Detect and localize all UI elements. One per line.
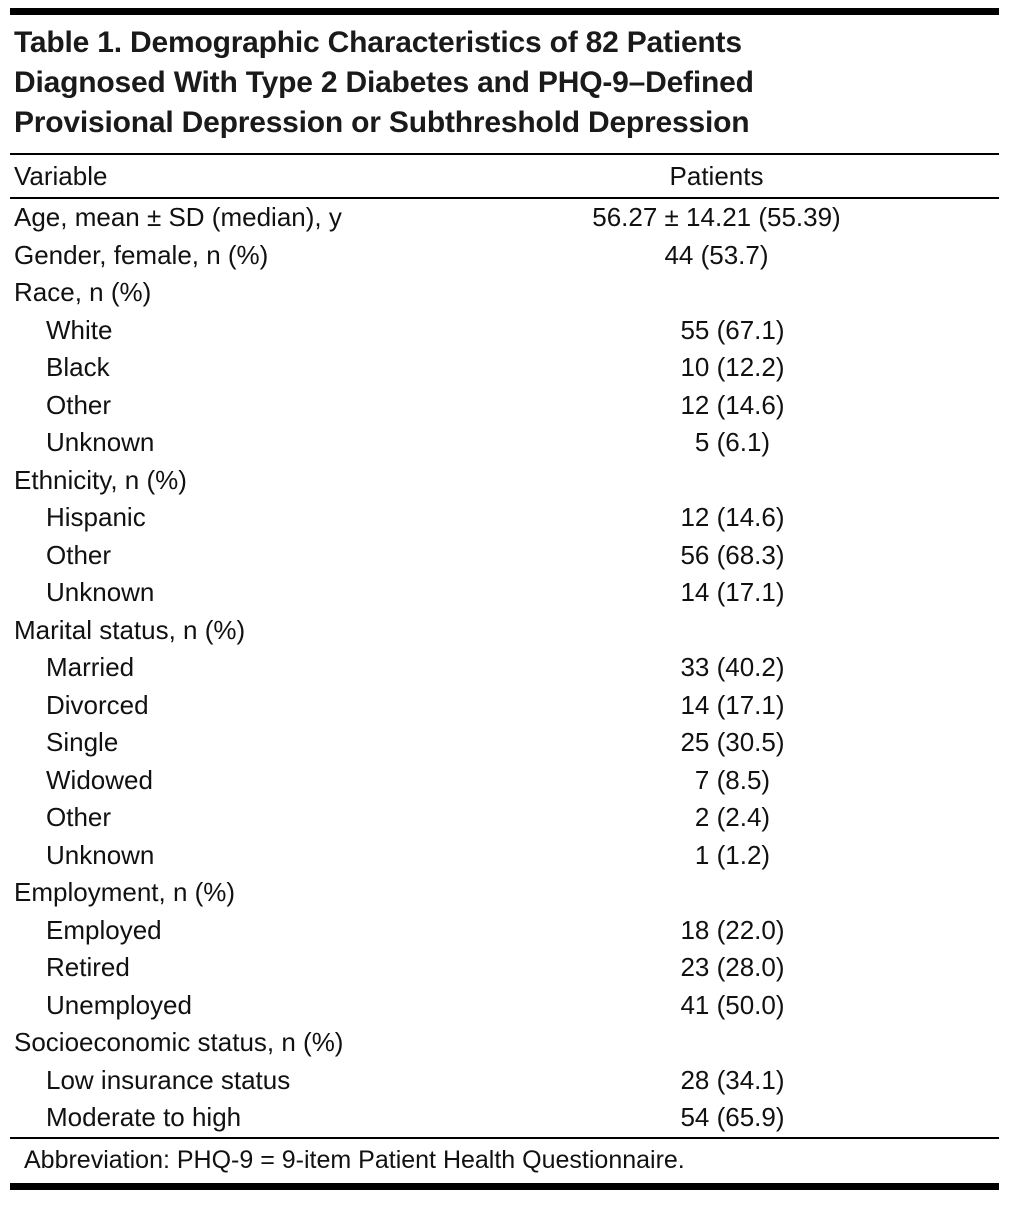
bottom-rule [10, 1183, 999, 1190]
row-label: Ethnicity, n (%) [14, 464, 187, 495]
row-label: Black [46, 352, 110, 383]
table-title: Table 1. Demographic Characteristics of 82 Patients Diagnosed With Type 2 Diabetes and PHQ-9–Defined Provisional Depression or Subthreshold Depression [14, 26, 754, 139]
table-row [10, 199, 999, 237]
row-value: 14 (17.1) [680, 689, 785, 720]
table-row [10, 462, 999, 500]
row-label: Married [46, 652, 135, 683]
table-row [10, 612, 999, 650]
row-label: Hispanic [46, 502, 146, 533]
row-value: 28 (34.1) [680, 1064, 785, 1095]
top-rule [10, 8, 999, 15]
table-row [10, 762, 999, 800]
row-label: Other [46, 802, 112, 833]
column-header-patients: Patients [669, 160, 764, 191]
row-value: 41 (50.0) [680, 989, 785, 1020]
row-value: 5 (6.1) [694, 427, 771, 458]
table-row [10, 349, 999, 387]
row-label: Employment, n (%) [14, 877, 236, 908]
row-value: 18 (22.0) [680, 914, 785, 945]
table-row [10, 987, 999, 1025]
table-row [10, 649, 999, 687]
table-row [10, 1024, 999, 1062]
row-label: Socioeconomic status, n (%) [14, 1027, 344, 1058]
table-row [10, 1099, 999, 1137]
row-label: Low insurance status [46, 1064, 291, 1095]
table-row [10, 574, 999, 612]
table-row [10, 237, 999, 275]
row-value: 1 (1.2) [694, 839, 771, 870]
table-row [10, 499, 999, 537]
table-body [10, 199, 999, 1137]
row-value: 55 (67.1) [680, 314, 785, 345]
row-value: 10 (12.2) [680, 352, 785, 383]
table-row [10, 724, 999, 762]
row-label: Unemployed [46, 989, 192, 1020]
table-row [10, 537, 999, 575]
table-row [10, 837, 999, 875]
table-row [10, 912, 999, 950]
row-label: Moderate to high [46, 1102, 242, 1133]
row-label: Other [46, 539, 112, 570]
column-header-variable: Variable [14, 160, 108, 191]
table-row [10, 1062, 999, 1100]
table-row [10, 799, 999, 837]
row-value: 56.27 ± 14.21 (55.39) [592, 202, 841, 233]
table-row [10, 687, 999, 725]
row-label: Marital status, n (%) [14, 614, 246, 645]
row-label: Race, n (%) [14, 277, 152, 308]
row-value: 2 (2.4) [694, 802, 771, 833]
row-value: 12 (14.6) [680, 389, 785, 420]
row-label: Unknown [46, 577, 155, 608]
row-label: Retired [46, 952, 130, 983]
row-value: 12 (14.6) [680, 502, 785, 533]
row-label: Single [46, 727, 119, 758]
row-label: Widowed [46, 764, 153, 795]
footnote-text: Abbreviation: PHQ-9 = 9-item Patient Health Questionnaire. [24, 1146, 685, 1174]
row-label: Employed [46, 914, 162, 945]
row-label: Divorced [46, 689, 149, 720]
footnote-row [10, 1139, 999, 1183]
row-value: 44 (53.7) [664, 239, 769, 270]
row-label: Other [46, 389, 112, 420]
row-value: 56 (68.3) [680, 539, 785, 570]
row-value: 25 (30.5) [680, 727, 785, 758]
row-label: White [46, 314, 113, 345]
row-value: 14 (17.1) [680, 577, 785, 608]
row-label: Age, mean ± SD (median), y [14, 202, 342, 233]
table-row [10, 874, 999, 912]
row-value: 7 (8.5) [694, 764, 771, 795]
table-row [10, 424, 999, 462]
row-label: Unknown [46, 427, 155, 458]
row-value: 23 (28.0) [680, 952, 785, 983]
row-label: Unknown [46, 839, 155, 870]
row-label: Gender, female, n (%) [14, 239, 269, 270]
table-1 [10, 8, 999, 1190]
table-row [10, 387, 999, 425]
row-value: 54 (65.9) [680, 1102, 785, 1133]
table-row [10, 312, 999, 350]
row-value: 33 (40.2) [680, 652, 785, 683]
table-row [10, 274, 999, 312]
table-header-row [10, 155, 999, 197]
table-row [10, 949, 999, 987]
